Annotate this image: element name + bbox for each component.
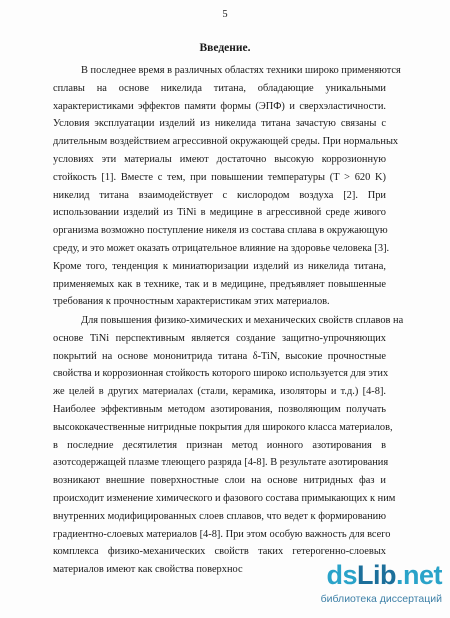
text-line: материалов имеют как свойства поверхнос bbox=[53, 564, 243, 576]
text-line: Для повышения физико-химических и механических свойств сплавов на bbox=[81, 315, 404, 326]
text-line: требования к прочностным характеристикам этих материалов. bbox=[53, 296, 330, 308]
text-line: длительным воздействием агрессивной окружающей среды. При нормальных bbox=[53, 136, 399, 148]
text-line: среду, и это может оказать отрицательное влияние на здоровье человека [3]. bbox=[53, 242, 390, 254]
text-line: в последние десятилетия признан метод ионного азотирования в bbox=[53, 439, 386, 451]
text-line: внутренних модифицированных слоев сплавов, что ведет к формированию bbox=[53, 510, 386, 522]
text-line: происходит изменение химического и фазового состава примыкающих к ним bbox=[53, 492, 396, 504]
text-line: применяемых как в технике, так и в медицине, предъявляет повышенные bbox=[53, 278, 386, 290]
section-heading: Введение. bbox=[199, 42, 251, 54]
text-line: возникают внешние поверхностные слои на основе нитридных фаз и bbox=[53, 475, 386, 487]
text-line: использовании изделий из TiNi в медицине в агрессивной среде живого bbox=[53, 207, 386, 219]
text-line: стойкость [1]. Вместе с тем, при повышении температуры (T > 620 K) bbox=[53, 171, 386, 183]
text-line: свойства и коррозионная стойкость которого широко используется для этих bbox=[53, 368, 389, 380]
paragraph-nitriding bbox=[53, 312, 404, 579]
dslib-watermark bbox=[297, 560, 442, 610]
text-line: же целей в других материалах (стали, керамика, изоляторы и т.д.) [4-8]. bbox=[53, 386, 386, 398]
text-line: Наиболее эффективным методом азотирования, позволяющим получать bbox=[53, 403, 386, 415]
dslib-logo: dsLib.net bbox=[326, 560, 442, 590]
text-line: В последнее время в различных областях техники широко применяются bbox=[81, 65, 401, 76]
text-line: условиях эти материалы имеют достаточно высокую коррозионную bbox=[53, 153, 386, 165]
text-line: Условия эксплуатации изделий из никелида титана зачастую связаны с bbox=[53, 118, 386, 130]
text-line: высококачественные нитридные покрытия для широкого класса материалов, bbox=[53, 421, 393, 433]
text-line: азотсодержащей плазме тлеющего разряда [4-8]. В результате азотирования bbox=[53, 457, 389, 469]
text-line: основе TiNi перспективным является создание защитно-упрочняющих bbox=[53, 332, 386, 344]
text-line: комплекса физико-механических свойств таких гетерогенно-слоевых bbox=[53, 546, 386, 558]
text-line: покрытий на основе мононитрида титана δ-TiN, высокие прочностные bbox=[53, 350, 386, 362]
text-line: характеристиками эффектов памяти формы (ЭПФ) и сверхэластичности. bbox=[53, 100, 386, 112]
text-line: организма возможно поступление никеля из состава сплава в окружающую bbox=[53, 225, 388, 237]
text-line: сплавы на основе никелида титана, обладающие уникальными bbox=[53, 82, 386, 94]
page-number: 5 bbox=[222, 9, 228, 20]
watermark-subtitle: библиотека диссертаций bbox=[320, 593, 442, 605]
text-line: Кроме того, тенденция к миниатюризации изделий из никелида титана, bbox=[53, 260, 386, 272]
paragraph-intro bbox=[53, 62, 401, 311]
text-line: никелид титана взаимодействует с кислородом воздуха [2]. При bbox=[53, 189, 386, 201]
text-line: градиентно-слоевых материалов [4-8]. При этом особую важность для всего bbox=[53, 528, 391, 540]
